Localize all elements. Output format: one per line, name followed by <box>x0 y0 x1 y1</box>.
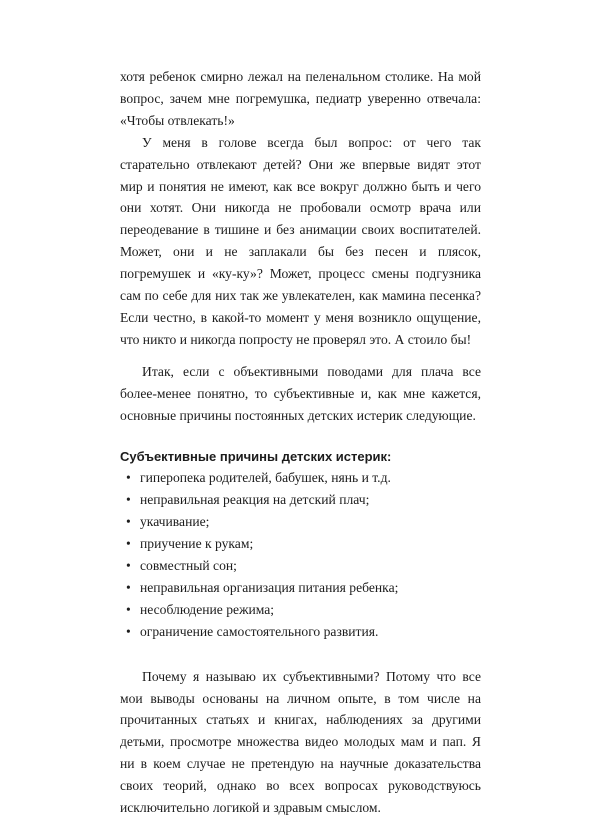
list-item-text: укачивание; <box>140 514 210 530</box>
list-item <box>126 533 481 555</box>
paragraph-continuation: хотя ребенок смирно лежал на пеленальном столике. На мой вопрос, зачем мне погремушка, педиатр уверенно отвечала: «Чтобы отвлекать!» <box>120 69 481 128</box>
bullet-marker: • <box>126 536 131 552</box>
bullet-marker: • <box>126 601 131 617</box>
list-item-text: совместный сон; <box>140 558 237 574</box>
paragraph-explanation: Почему я называю их субъективными? Потому что все мои выводы основаны на личном опыте, в том числе на прочитанных статьях и книгах, наблюдениях за другими детьми, просмотре множества видео молодых мам и пап. Я ни в коем случае не претендую на научные доказательства своих теорий, однако во всех вопросах руководствуюсь исключительно логикой и здравым смыслом. <box>120 668 481 816</box>
paragraph-question: У меня в голове всегда был вопрос: от чего так старательно отвлекают детей? Они же впервые видят этот мир и понятия не имеют, как все вокруг должно быть и чего они хотят. Они никогда не пробовали осмотр врача или переодевание в тишине и без анимации своих воспитателей. Может, они и не заплакали бы без песен и плясок, погремушек и «ку-ку»? Может, процесс смены подгузника сам по себе для них так же увлекателен, как мамина песенка? Если честно, в какой-то момент у меня возникло ощущение, что никто и никогда попросту не проверял это. А стоило бы! <box>120 134 481 347</box>
paragraph-summary: Итак, если с объективными поводами для плача все более-менее понятно, то субъективные и, как мне кажется, основные причины постоянных детских истерик следующие. <box>120 363 481 423</box>
book-page <box>120 66 481 819</box>
section-heading: Субъективные причины детских истерик: <box>120 448 392 464</box>
list-item-text: гиперопека родителей, бабушек, нянь и т.д. <box>140 470 391 486</box>
bullet-marker: • <box>126 514 131 530</box>
list-item <box>126 577 481 599</box>
list-item-text: неправильная реакция на детский плач; <box>140 492 370 508</box>
list-item <box>126 467 481 489</box>
reasons-list <box>120 467 481 642</box>
bullet-marker: • <box>126 579 131 595</box>
list-item <box>126 555 481 577</box>
bullet-marker: • <box>126 492 131 508</box>
bullet-marker: • <box>126 558 131 574</box>
list-item <box>126 489 481 511</box>
list-item-text: несоблюдение режима; <box>140 601 275 617</box>
list-item-text: ограничение самостоятельного развития. <box>140 623 379 639</box>
list-item-text: приучение к рукам; <box>140 536 254 552</box>
bullet-marker: • <box>126 623 131 639</box>
bullet-marker: • <box>126 470 131 486</box>
list-item-text: неправильная организация питания ребенка; <box>140 579 399 595</box>
list-item <box>126 511 481 533</box>
list-item <box>126 621 481 643</box>
list-item <box>126 599 481 621</box>
